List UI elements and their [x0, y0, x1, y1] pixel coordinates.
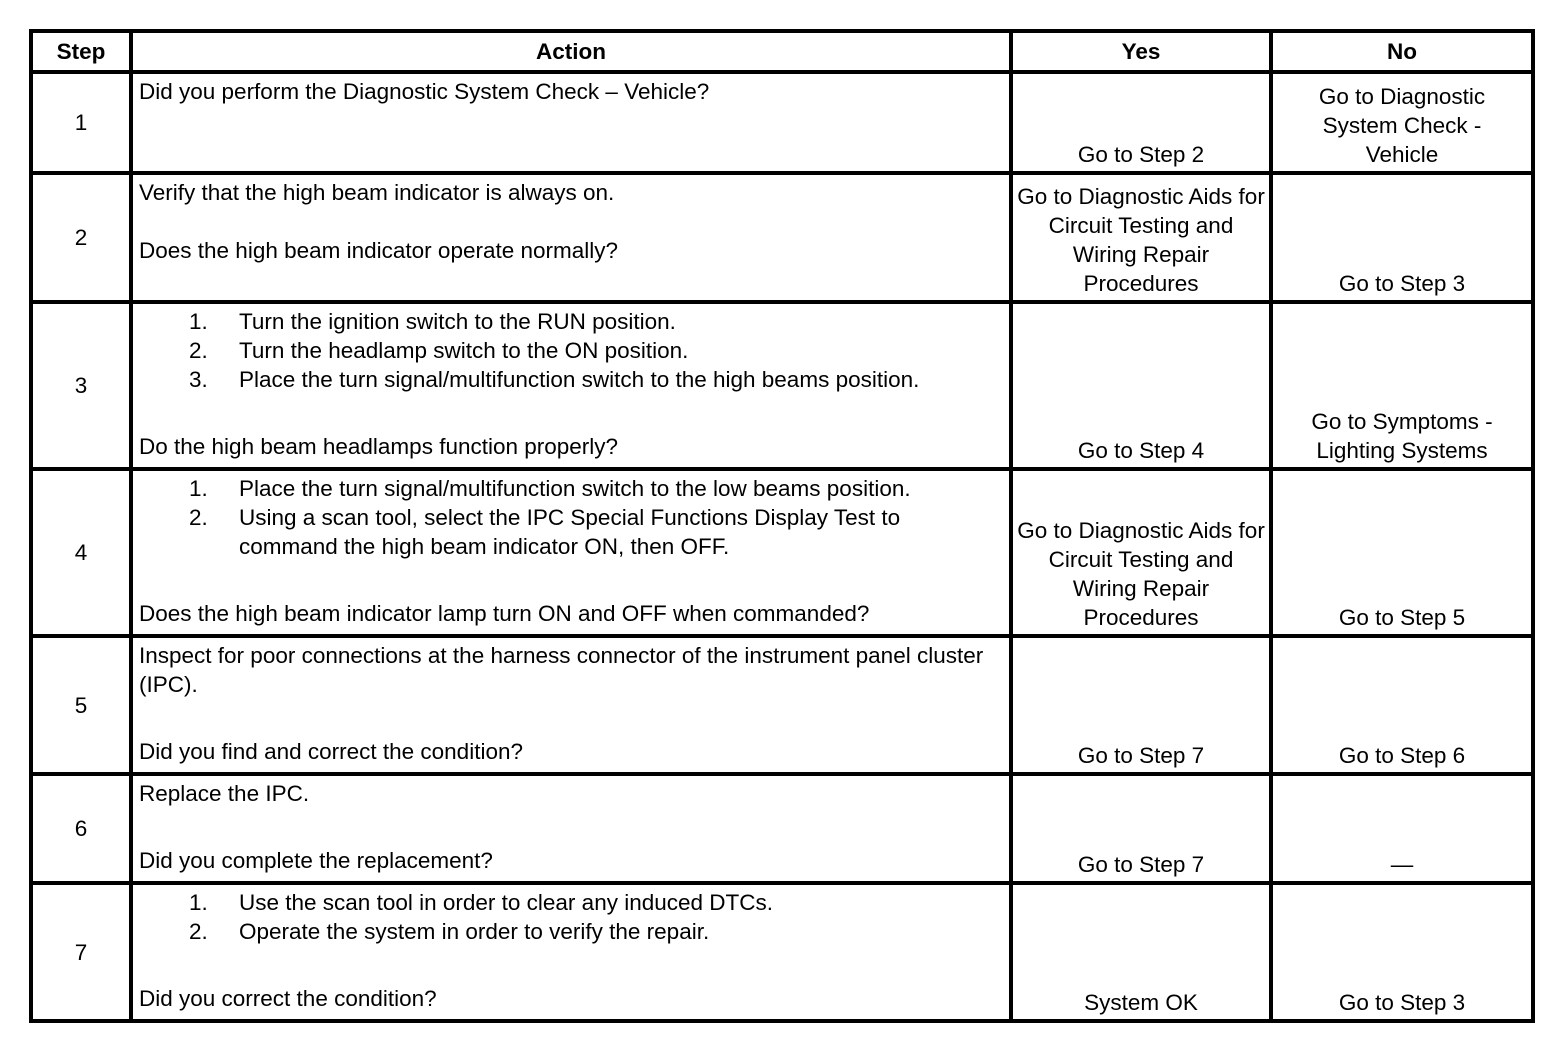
action-question: Does the high beam indicator lamp turn ON and OFF when commanded? [139, 601, 870, 626]
header-yes: Yes [1011, 31, 1271, 72]
list-item [139, 365, 1001, 394]
list-number: 3. [189, 367, 208, 392]
action-question: Did you complete the replacement? [139, 848, 493, 873]
list-item [139, 307, 1001, 336]
no-cell: Go to Step 3 [1271, 883, 1533, 1021]
action-cell [131, 302, 1011, 469]
action-cell [131, 469, 1011, 636]
step-number: 3 [31, 302, 131, 469]
yes-cell: Go to Diagnostic Aids for Circuit Testing and Wiring Repair Procedures [1011, 469, 1271, 636]
step-number: 1 [31, 72, 131, 173]
yes-cell: System OK [1011, 883, 1271, 1021]
list-number: 2. [189, 919, 208, 944]
table-row [31, 883, 1533, 1021]
list-text: Place the turn signal/multifunction switch to the low beams position. [239, 476, 911, 501]
action-intro: Verify that the high beam indicator is always on. [139, 180, 615, 205]
list-number: 1. [189, 309, 208, 334]
action-cell [131, 72, 1011, 173]
header-row [31, 31, 1533, 72]
table-row [31, 302, 1533, 469]
action-question: Does the high beam indicator operate normally? [139, 238, 619, 263]
list-item [139, 503, 1001, 561]
action-list [139, 888, 1001, 946]
list-text: Operate the system in order to verify the repair. [239, 919, 710, 944]
action-question: Did you perform the Diagnostic System Check – Vehicle? [139, 79, 710, 104]
list-item [139, 888, 1001, 917]
no-cell: Go to Step 5 [1271, 469, 1533, 636]
list-text: Turn the ignition switch to the RUN position. [239, 309, 676, 334]
list-number: 2. [189, 338, 208, 363]
list-text: Use the scan tool in order to clear any induced DTCs. [239, 890, 774, 915]
list-item [139, 917, 1001, 946]
list-number: 1. [189, 476, 208, 501]
list-number: 2. [189, 505, 208, 530]
no-cell: — [1271, 774, 1533, 883]
action-question: Did you find and correct the condition? [139, 739, 523, 764]
list-item [139, 336, 1001, 365]
action-question: Did you correct the condition? [139, 986, 437, 1011]
yes-cell: Go to Step 7 [1011, 636, 1271, 774]
header-action: Action [131, 31, 1011, 72]
yes-cell: Go to Step 2 [1011, 72, 1271, 173]
header-no: No [1271, 31, 1533, 72]
no-cell: Go to Step 6 [1271, 636, 1533, 774]
diagnostic-table [29, 29, 1535, 1023]
yes-cell: Go to Diagnostic Aids for Circuit Testing and Wiring Repair Procedures [1011, 173, 1271, 302]
yes-cell: Go to Step 7 [1011, 774, 1271, 883]
no-cell: Go to Diagnostic System Check - Vehicle [1271, 72, 1533, 173]
list-text: Turn the headlamp switch to the ON position. [239, 338, 689, 363]
list-text: Place the turn signal/multifunction switch to the high beams position. [239, 367, 920, 392]
list-item [139, 474, 1001, 503]
action-cell [131, 173, 1011, 302]
yes-cell: Go to Step 4 [1011, 302, 1271, 469]
header-step: Step [31, 31, 131, 72]
no-cell: Go to Symptoms - Lighting Systems [1271, 302, 1533, 469]
action-list [139, 474, 1001, 561]
list-number: 1. [189, 890, 208, 915]
list-text: Using a scan tool, select the IPC Special Functions Display Test to command the high beam indicator ON, then OFF. [239, 505, 901, 559]
table-row [31, 72, 1533, 173]
table-row [31, 774, 1533, 883]
step-number: 6 [31, 774, 131, 883]
step-number: 4 [31, 469, 131, 636]
step-number: 2 [31, 173, 131, 302]
action-cell [131, 883, 1011, 1021]
step-number: 7 [31, 883, 131, 1021]
action-list [139, 307, 1001, 394]
action-cell [131, 636, 1011, 774]
action-question: Do the high beam headlamps function properly? [139, 434, 619, 459]
no-cell: Go to Step 3 [1271, 173, 1533, 302]
action-intro: Replace the IPC. [139, 781, 310, 806]
table-row [31, 636, 1533, 774]
action-cell [131, 774, 1011, 883]
table-row [31, 173, 1533, 302]
table-row [31, 469, 1533, 636]
action-intro: Inspect for poor connections at the harness connector of the instrument panel cluster (IPC). [139, 643, 984, 697]
step-number: 5 [31, 636, 131, 774]
